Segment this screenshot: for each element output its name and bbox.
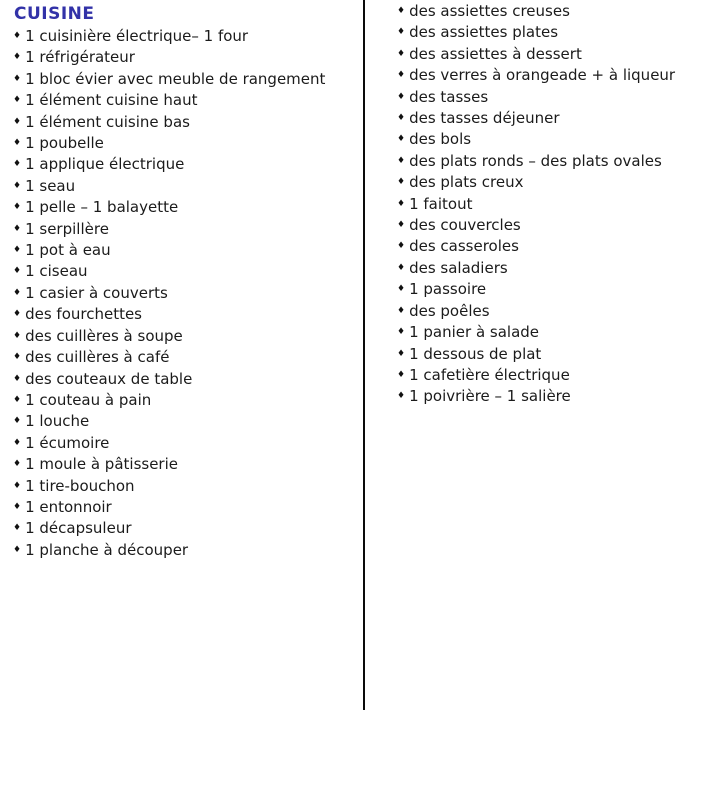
page-title: CUISINE	[14, 4, 95, 24]
item-label: des tasses déjeuner	[409, 109, 560, 128]
item-label: 1 élément cuisine bas	[25, 112, 190, 131]
item-label: 1 couteau à pain	[25, 390, 152, 409]
diamond-bullet-icon: ♦	[397, 348, 406, 359]
list-item	[13, 540, 353, 561]
item-label: 1 planche à découper	[25, 540, 189, 559]
list-item	[13, 497, 353, 518]
list-item	[397, 215, 692, 236]
item-label: 1 écumoire	[25, 433, 110, 452]
diamond-bullet-icon: ♦	[13, 52, 22, 63]
diamond-bullet-icon: ♦	[397, 134, 406, 145]
list-item	[397, 108, 692, 129]
item-label: 1 poubelle	[25, 134, 104, 153]
diamond-bullet-icon: ♦	[397, 220, 406, 231]
diamond-bullet-icon: ♦	[13, 266, 22, 277]
list-item	[13, 326, 353, 347]
item-label: des cuillères à soupe	[25, 326, 183, 345]
list-item	[13, 304, 353, 325]
diamond-bullet-icon: ♦	[13, 459, 22, 470]
diamond-bullet-icon: ♦	[397, 241, 406, 252]
item-label: des plats ronds – des plats ovales	[409, 151, 662, 170]
item-label: 1 tire-bouchon	[25, 476, 135, 495]
list-item	[13, 411, 353, 432]
diamond-bullet-icon: ♦	[13, 287, 22, 298]
list-item	[13, 133, 353, 154]
item-label: 1 applique électrique	[25, 155, 185, 174]
diamond-bullet-icon: ♦	[13, 352, 22, 363]
item-label: des saladiers	[409, 258, 508, 277]
item-label: 1 pelle – 1 balayette	[25, 198, 179, 217]
item-label: 1 bloc évier avec meuble de rangement	[25, 69, 326, 88]
diamond-bullet-icon: ♦	[13, 159, 22, 170]
diamond-bullet-icon: ♦	[13, 138, 22, 149]
diamond-bullet-icon: ♦	[397, 198, 406, 209]
item-label: des assiettes plates	[409, 23, 559, 42]
list-item	[13, 369, 353, 390]
item-label: des tasses	[409, 87, 489, 106]
right-column	[397, 1, 692, 408]
diamond-bullet-icon: ♦	[13, 501, 22, 512]
list-item	[13, 176, 353, 197]
item-label: 1 élément cuisine haut	[25, 91, 198, 110]
list-item	[13, 433, 353, 454]
item-label: des assiettes creuses	[409, 2, 570, 20]
list-item	[397, 386, 692, 407]
item-label: des assiettes à dessert	[409, 44, 582, 63]
list-item	[13, 47, 353, 68]
item-label: 1 poivrière – 1 salière	[409, 387, 571, 406]
item-label: 1 faitout	[409, 194, 473, 213]
item-label: des bols	[409, 130, 472, 149]
diamond-bullet-icon: ♦	[13, 544, 22, 555]
item-label: 1 dessous de plat	[409, 344, 542, 363]
diamond-bullet-icon: ♦	[13, 202, 22, 213]
list-item	[397, 44, 692, 65]
diamond-bullet-icon: ♦	[13, 73, 22, 84]
item-label: des couteaux de table	[25, 369, 193, 388]
list-item	[13, 347, 353, 368]
list-item	[13, 69, 353, 90]
diamond-bullet-icon: ♦	[397, 155, 406, 166]
diamond-bullet-icon: ♦	[397, 369, 406, 380]
item-label: 1 cuisinière électrique– 1 four	[25, 27, 249, 45]
list-item	[13, 390, 353, 411]
list-item	[13, 454, 353, 475]
list-item	[397, 344, 692, 365]
item-label: 1 entonnoir	[25, 497, 112, 516]
item-label: 1 louche	[25, 412, 90, 431]
list-item	[397, 22, 692, 43]
list-item	[397, 279, 692, 300]
item-label: 1 passoire	[409, 280, 487, 299]
item-label: des couvercles	[409, 216, 521, 235]
diamond-bullet-icon: ♦	[13, 394, 22, 405]
list-item	[13, 154, 353, 175]
item-label: 1 cafetière électrique	[409, 365, 570, 384]
list-item	[13, 261, 353, 282]
list-item	[397, 301, 692, 322]
diamond-bullet-icon: ♦	[13, 180, 22, 191]
list-item	[397, 194, 692, 215]
list-item	[13, 219, 353, 240]
item-label: 1 ciseau	[25, 262, 88, 281]
diamond-bullet-icon: ♦	[13, 523, 22, 534]
diamond-bullet-icon: ♦	[397, 305, 406, 316]
item-label: 1 panier à salade	[409, 323, 540, 342]
item-label: 1 serpillère	[25, 219, 109, 238]
item-label: des plats creux	[409, 173, 524, 192]
item-label: des verres à orangeade + à liqueur	[409, 66, 676, 85]
column-divider-line	[363, 0, 365, 710]
diamond-bullet-icon: ♦	[397, 262, 406, 273]
list-item	[13, 26, 353, 47]
diamond-bullet-icon: ♦	[397, 391, 406, 402]
diamond-bullet-icon: ♦	[397, 27, 406, 38]
item-label: des cuillères à café	[25, 348, 170, 367]
diamond-bullet-icon: ♦	[13, 31, 22, 41]
list-item	[13, 90, 353, 111]
list-item	[397, 258, 692, 279]
item-label: 1 seau	[25, 176, 76, 195]
diamond-bullet-icon: ♦	[397, 177, 406, 188]
diamond-bullet-icon: ♦	[13, 416, 22, 427]
list-item	[13, 240, 353, 261]
diamond-bullet-icon: ♦	[13, 480, 22, 491]
item-label: 1 réfrigérateur	[25, 48, 135, 67]
list-item	[397, 151, 692, 172]
item-label: 1 pot à eau	[25, 241, 111, 260]
list-item	[397, 236, 692, 257]
diamond-bullet-icon: ♦	[13, 223, 22, 234]
diamond-bullet-icon: ♦	[13, 330, 22, 341]
list-item	[397, 1, 692, 22]
item-label: des casseroles	[409, 237, 519, 256]
item-label: 1 moule à pâtisserie	[25, 455, 178, 474]
item-label: 1 casier à couverts	[25, 283, 168, 302]
item-label: des fourchettes	[25, 305, 143, 324]
list-item	[397, 87, 692, 108]
list-item	[13, 518, 353, 539]
list-item	[397, 365, 692, 386]
list-item	[397, 65, 692, 86]
item-label: 1 décapsuleur	[25, 519, 132, 538]
list-item	[13, 476, 353, 497]
diamond-bullet-icon: ♦	[397, 70, 406, 81]
left-column	[13, 3, 353, 561]
diamond-bullet-icon: ♦	[13, 95, 22, 106]
diamond-bullet-icon: ♦	[397, 284, 406, 295]
diamond-bullet-icon: ♦	[397, 113, 406, 124]
diamond-bullet-icon: ♦	[13, 373, 22, 384]
right-list	[397, 1, 692, 408]
list-item	[13, 283, 353, 304]
diamond-bullet-icon: ♦	[13, 309, 22, 320]
list-item	[397, 172, 692, 193]
list-item	[13, 112, 353, 133]
diamond-bullet-icon: ♦	[13, 116, 22, 127]
diamond-bullet-icon: ♦	[397, 327, 406, 338]
diamond-bullet-icon: ♦	[13, 437, 22, 448]
left-list	[13, 26, 353, 561]
list-item	[397, 129, 692, 150]
diamond-bullet-icon: ♦	[397, 91, 406, 102]
diamond-bullet-icon: ♦	[397, 48, 406, 59]
list-item	[397, 322, 692, 343]
item-label: des poêles	[409, 301, 490, 320]
diamond-bullet-icon: ♦	[13, 245, 22, 256]
diamond-bullet-icon: ♦	[397, 6, 406, 16]
list-item	[13, 197, 353, 218]
